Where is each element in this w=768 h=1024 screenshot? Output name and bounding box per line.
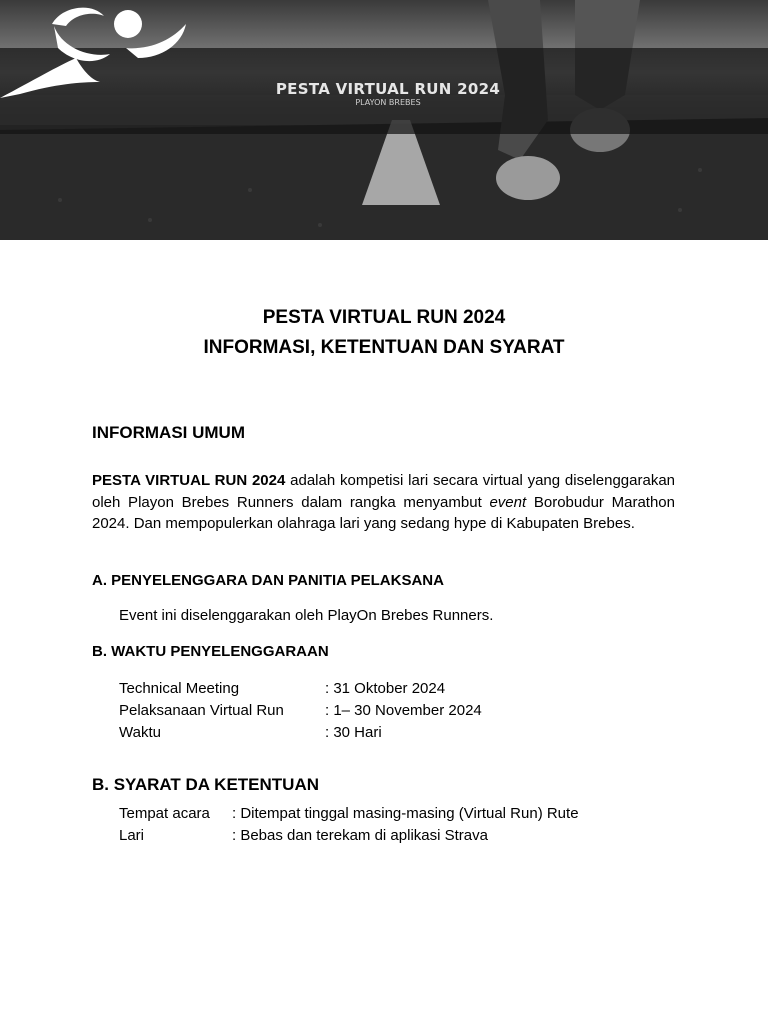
banner-subtitle: PLAYON BREBES [355, 98, 421, 107]
intro-text-2: Borobudur Marathon 2024. Dan mempopulerkan olahraga lari yang sedang hype di Kabupaten Brebes. [92, 493, 675, 532]
schedule-label: Pelaksanaan Virtual Run [119, 702, 284, 719]
terms-value: : Ditempat tinggal masing-masing (Virtual Run) Rute [232, 805, 579, 822]
header-banner [0, 0, 768, 240]
terms-label: Lari [119, 827, 145, 844]
banner-title: PESTA VIRTUAL RUN 2024 [275, 80, 501, 98]
document-title: PESTA VIRTUAL RUN 2024 [262, 307, 506, 328]
event-name: PESTA VIRTUAL RUN 2024 [92, 472, 286, 489]
runner-logo-icon [0, 0, 190, 100]
terms-value: : Bebas dan terekam di aplikasi Strava [232, 827, 488, 844]
schedule-value: : 30 Hari [325, 724, 382, 741]
intro-paragraph [92, 470, 675, 535]
terms-label: Tempat acara [119, 805, 210, 822]
schedule-value: : 31 Oktober 2024 [325, 680, 446, 697]
intro-italic: event [489, 493, 527, 511]
section-heading-syarat: B. SYARAT DA KETENTUAN [92, 775, 319, 794]
schedule-label: Waktu [119, 724, 161, 741]
document-subtitle: INFORMASI, KETENTUAN DAN SYARAT [203, 337, 565, 358]
organizer-text: Event ini diselenggarakan oleh PlayOn Brebes Runners. [119, 607, 494, 624]
schedule-label: Technical Meeting [119, 680, 240, 697]
intro-text-1: adalah kompetisi lari secara virtual yang diselenggarakan oleh Playon Brebes Runners dalam rangka menyambut [92, 472, 676, 511]
schedule-value: : 1– 30 November 2024 [325, 702, 482, 719]
section-heading-waktu: B. WAKTU PENYELENGGARAAN [92, 643, 329, 660]
section-heading-informasi-umum: INFORMASI UMUM [92, 423, 245, 442]
section-heading-penyelenggara: A. PENYELENGGARA DAN PANITIA PELAKSANA [92, 572, 444, 589]
